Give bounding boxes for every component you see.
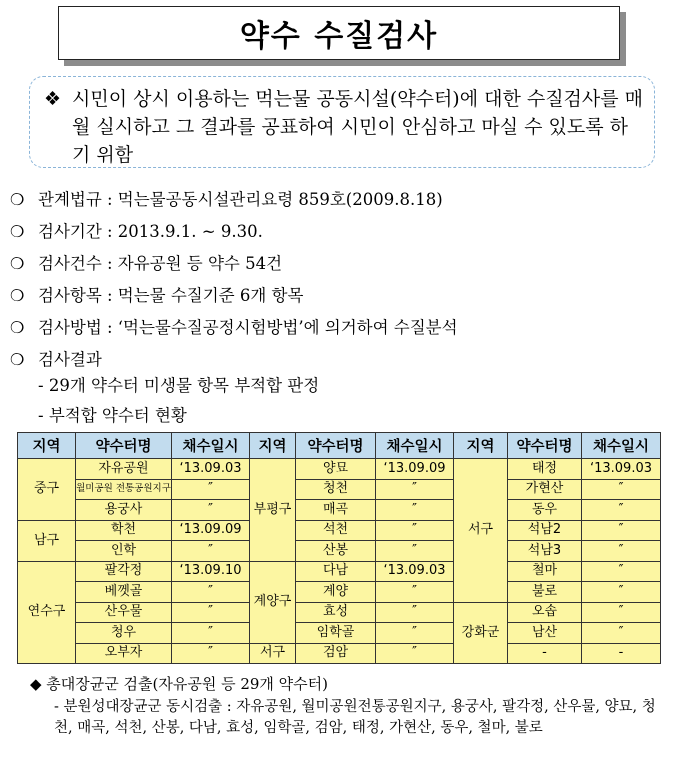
spring-name: 산우물: [76, 602, 172, 623]
sample-date: ‘13.09.10: [172, 561, 250, 582]
spring-name: 효성: [296, 602, 376, 623]
column-header: 채수일시: [172, 433, 250, 459]
spring-name: 오부자: [76, 643, 172, 664]
sample-date: ″: [376, 602, 454, 623]
sample-date: ″: [376, 623, 454, 644]
sample-date: ″: [582, 500, 661, 521]
page-title: 약수 수질검사: [239, 19, 439, 54]
spring-name: 팔각정: [76, 561, 172, 582]
sample-date: ‘13.09.03: [582, 459, 661, 480]
coliform-note: ◆ 총대장균군 검출(자유공원 등 29개 약수터): [30, 675, 329, 693]
region-cell: 서구: [454, 459, 508, 603]
circle-bullet-icon: ❍: [10, 286, 25, 305]
spring-name: 베껫골: [76, 582, 172, 603]
region-cell: 서구: [250, 643, 296, 664]
sample-date: ″: [376, 582, 454, 603]
table-row: [18, 602, 661, 623]
purpose-text: 시민이 상시 이용하는 먹는물 공동시설(약수터)에 대한 수질검사를 매월 실시하고 그 결과를 공표하여 시민이 안심하고 마실 수 있도록 하기 위함: [72, 88, 644, 166]
sample-date: ″: [582, 541, 661, 562]
column-header: 지역: [454, 433, 508, 459]
spring-name: 청천: [296, 479, 376, 500]
spring-name: 동우: [508, 500, 582, 521]
spring-name: 석남3: [508, 541, 582, 562]
column-header: 채수일시: [582, 433, 661, 459]
spring-name: 다남: [296, 561, 376, 582]
region-cell: 강화군: [454, 602, 508, 664]
spring-name: 불로: [508, 582, 582, 603]
sample-date: ″: [582, 561, 661, 582]
column-header: 약수터명: [508, 433, 582, 459]
sample-date: ″: [376, 500, 454, 521]
sample-date: ″: [172, 643, 250, 664]
spring-name: 양묘: [296, 459, 376, 480]
spring-name: 가현산: [508, 479, 582, 500]
item-text: 검사결과: [38, 350, 102, 369]
results-table: [17, 432, 661, 664]
spring-name: 월미공원 전통공원지구: [76, 479, 172, 500]
sample-date: ″: [376, 643, 454, 664]
sample-date: ″: [582, 602, 661, 623]
list-item: [10, 186, 458, 218]
spring-name: 산봉: [296, 541, 376, 562]
table-row: [18, 479, 661, 500]
spring-name: 태정: [508, 459, 582, 480]
circle-bullet-icon: ❍: [10, 222, 25, 241]
spring-name: 매곡: [296, 500, 376, 521]
list-item: [10, 218, 458, 250]
spring-name: 인학: [76, 541, 172, 562]
spring-name: -: [508, 643, 582, 664]
diamond-bullet-icon: ❖: [44, 88, 62, 110]
item-text: 검사항목 : 먹는물 수질기준 6개 항목: [38, 286, 304, 305]
spring-name: 학천: [76, 520, 172, 541]
sample-date: ″: [582, 479, 661, 500]
sample-date: ‘13.09.09: [376, 459, 454, 480]
item-text: 검사방법 : ‘먹는물수질공정시험방법’에 의거하여 수질분석: [38, 318, 458, 337]
circle-bullet-icon: ❍: [10, 190, 25, 209]
sample-date: -: [582, 643, 661, 664]
region-cell: 계양구: [250, 561, 296, 643]
list-item: [10, 314, 458, 346]
item-text: 관계법규 : 먹는물공동시설관리요령 859호(2009.8.18): [38, 190, 443, 209]
list-item: [10, 250, 458, 282]
sample-date: ″: [172, 541, 250, 562]
spring-name: 철마: [508, 561, 582, 582]
column-header: 지역: [250, 433, 296, 459]
sample-date: ″: [582, 623, 661, 644]
column-header: 지역: [18, 433, 76, 459]
spring-name: 임학골: [296, 623, 376, 644]
table-row: [18, 500, 661, 521]
spring-name: 계양: [296, 582, 376, 603]
spring-name: 오솝: [508, 602, 582, 623]
spring-name: 석남2: [508, 520, 582, 541]
spring-name: 남산: [508, 623, 582, 644]
title-box: [58, 6, 620, 60]
info-list: [10, 186, 458, 378]
table-row: [18, 643, 661, 664]
sample-date: ″: [172, 623, 250, 644]
region-cell: 연수구: [18, 561, 76, 664]
column-header: 약수터명: [76, 433, 172, 459]
sample-date: ″: [582, 582, 661, 603]
spring-name: 석천: [296, 520, 376, 541]
fecal-coliform-note: - 분원성대장균군 동시검출 : 자유공원, 월미공원전통공원지구, 용궁사, 팔각정, 산우물, 양묘, 청천, 매곡, 석천, 산봉, 다남, 효성, 임학골, 검암, 태정, 가현산, 동우, 철마, 불로: [54, 699, 656, 736]
table-row: [18, 459, 661, 480]
sample-date: ″: [582, 520, 661, 541]
sample-date: ″: [172, 602, 250, 623]
sample-date: ‘13.09.03: [172, 459, 250, 480]
region-cell: 중구: [18, 459, 76, 521]
table-row: [18, 582, 661, 603]
item-text: 검사기간 : 2013.9.1. ~ 9.30.: [38, 222, 263, 241]
sample-date: ″: [172, 479, 250, 500]
table-header-row: [18, 433, 661, 459]
sample-date: ‘13.09.09: [172, 520, 250, 541]
circle-bullet-icon: ❍: [10, 318, 25, 337]
list-item: [10, 282, 458, 314]
sample-date: ″: [376, 520, 454, 541]
sub-item: - 29개 약수터 미생물 항목 부적합 판정: [38, 376, 320, 395]
sub-item: - 부적합 약수터 현황: [38, 406, 187, 425]
circle-bullet-icon: ❍: [10, 254, 25, 273]
table-row: [18, 561, 661, 582]
spring-name: 청우: [76, 623, 172, 644]
sample-date: ″: [172, 500, 250, 521]
table-row: [18, 520, 661, 541]
table-row: [18, 541, 661, 562]
region-cell: 남구: [18, 520, 76, 561]
column-header: 약수터명: [296, 433, 376, 459]
purpose-box: [29, 76, 655, 168]
spring-name: 용궁사: [76, 500, 172, 521]
sample-date: ″: [172, 582, 250, 603]
circle-bullet-icon: ❍: [10, 350, 25, 369]
sample-date: ″: [376, 541, 454, 562]
spring-name: 자유공원: [76, 459, 172, 480]
region-cell: 부평구: [250, 459, 296, 562]
sample-date: ″: [376, 479, 454, 500]
table-row: [18, 623, 661, 644]
spring-name: 검암: [296, 643, 376, 664]
sample-date: ‘13.09.03: [376, 561, 454, 582]
item-text: 검사건수 : 자유공원 등 약수 54건: [38, 254, 283, 273]
column-header: 채수일시: [376, 433, 454, 459]
